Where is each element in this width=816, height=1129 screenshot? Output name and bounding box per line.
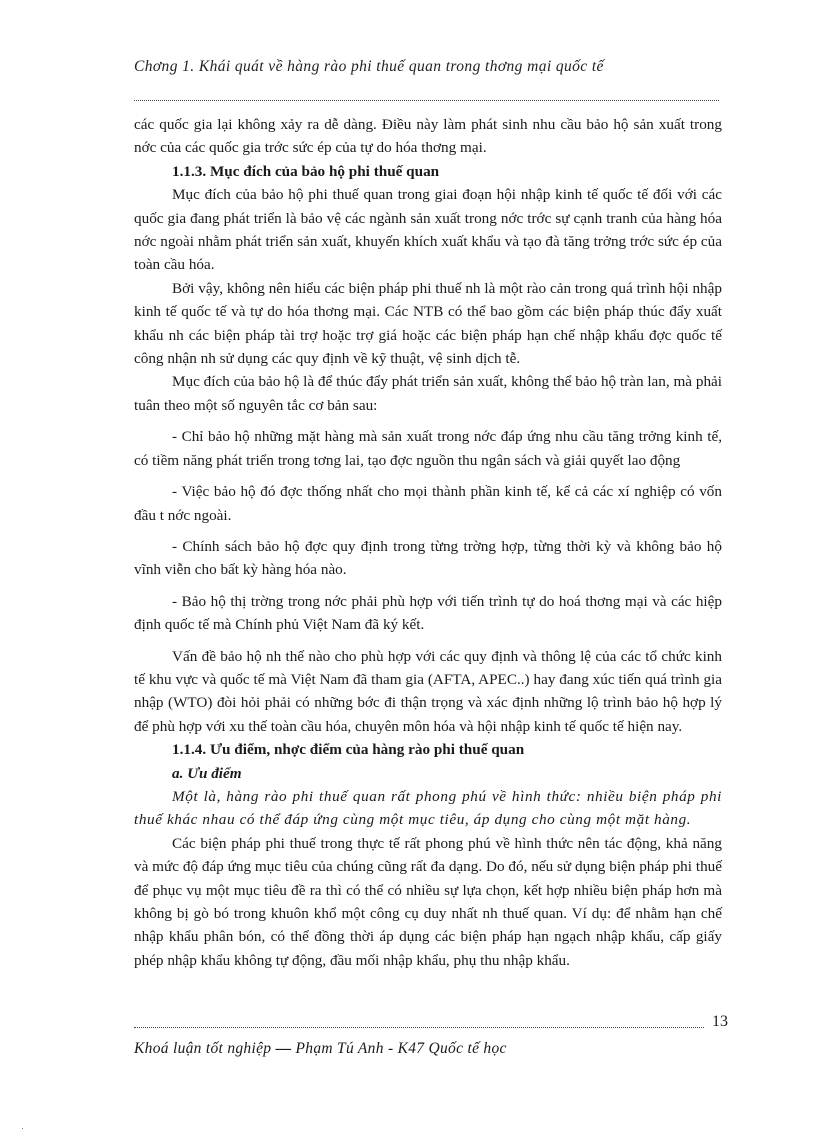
page-body: [134, 113, 722, 972]
paragraph-principles: Mục đích của bảo hộ là để thúc đẩy phát triển sản xuất, không thể bảo hộ tràn lan, mà phải tuân theo một số nguyên tắc cơ bản sau:: [134, 373, 722, 414]
bullet-item-2: - Việc bảo hộ đó đợc thống nhất cho mọi thành phần kinh tế, kể cả các xí nghiệp có vốn đầu t nớc ngoài.: [134, 483, 722, 524]
paragraph-intro: các quốc gia lại không xảy ra dễ dàng. Điều này làm phát sinh nhu cầu bảo hộ sản xuất trong nớc của các quốc gia trớc sức ép của tự do hóa thơng mại.: [134, 116, 722, 157]
section-heading-1-1-3: 1.1.3. Mục đích của bảo hộ phi thuế quan: [172, 162, 440, 180]
paragraph-first-advantage: Một là, hàng rào phi thuế quan rất phong phú về hình thức: nhiều biện pháp phi thuế khác nhau có thể đáp ứng cùng một mục tiêu, áp dụng cho cùng một mặt hàng.: [134, 787, 722, 829]
running-header: Chơng 1. Khái quát về hàng rào phi thuế quan trong thơng mại quốc tế: [134, 58, 604, 75]
page-number: 13: [712, 1013, 728, 1030]
section-heading-1-1-4: 1.1.4. Ưu điểm, nhợc điểm của hàng rào phi thuế quan: [172, 741, 525, 759]
header-divider: [134, 100, 719, 101]
paragraph-protection-issue: Vấn đề bảo hộ nh thế nào cho phù hợp với các quy định và thông lệ của các tổ chức kinh tế khu vực và quốc tế mà Việt Nam đã tham gia (AFTA, APEC..) hay đang xúc tiến quá trình gia nhập (WTO) đòi hỏi phải có những bớc đi thận trọng và xác định những lộ trình bảo hộ hợp lý để phù hợp với xu thế toàn cầu hóa, chuyên môn hóa và hội nhập kinh tế quốc tế hiện nay.: [134, 647, 722, 735]
footer-divider: [134, 1027, 704, 1028]
bullet-item-1: - Chỉ bảo hộ những mặt hàng mà sản xuất trong nớc đáp ứng nhu cầu tăng trởng kinh tế, có tiềm năng phát triển trong tơng lai, tạo đợc nguồn thu ngân sách và giải quyết lao động: [134, 428, 722, 469]
footer-dash: —: [275, 1040, 292, 1057]
subheading-advantages: a. Ưu điểm: [172, 764, 242, 782]
paragraph-ntb: Bởi vậy, không nên hiểu các biện pháp phi thuế nh là một rào cản trong quá trình hội nhập kinh tế quốc tế và tự do hóa thơng mại. Các NTB có thể bao gồm các biện pháp thúc đẩy xuất khẩu nh các biện pháp tài trợ hoặc trợ giá hoặc các biện pháp hạn chế nhập khẩu đợc quốc tế công nhận nh sử dụng các quy định về kỹ thuật, vệ sinh dịch tễ.: [134, 279, 722, 368]
paragraph-purpose: Mục đích của bảo hộ phi thuế quan trong giai đoạn hội nhập kinh tế quốc tế đối với các quốc gia đang phát triển là bảo vệ các ngành sản xuất trong nớc trớc sự cạnh tranh của hàng hóa nớc ngoài nhằm phát triển sản xuất, khuyến khích xuất khẩu và tạo đà tăng trởng trớc sức ép của toàn cầu hóa.: [134, 186, 722, 274]
paragraph-non-tariff-forms: Các biện pháp phi thuế trong thực tế rất phong phú về hình thức nên tác động, khả năng và mức độ đáp ứng mục tiêu của chúng cũng rất đa dạng. Do đó, nếu sử dụng biện pháp phi thuế để phục vụ một mục tiêu đề ra thì có thể có nhiều sự lựa chọn, kết hợp nhiều biện pháp hơn mà không bị gò bó trong khuôn khổ một công cụ duy nhất nh thuế quan. Ví dụ: để nhằm hạn chế nhập khẩu phân bón, có thể đồng thời áp dụng các biện pháp hạn ngạch nhập khẩu, cấp giấy phép nhập khẩu không tự động, đầu mối nhập khẩu, phụ thu nhập khẩu.: [134, 834, 722, 969]
footer-thesis-label: Khoá luận tốt nghiệp: [134, 1040, 272, 1057]
running-footer: [134, 1040, 507, 1058]
bullet-item-3: - Chính sách bảo hộ đợc quy định trong từng trờng hợp, từng thời kỳ và không bảo hộ vĩnh viễn cho bất kỳ hàng hóa nào.: [134, 537, 722, 579]
bullet-item-4: - Bảo hộ thị trờng trong nớc phải phù hợp với tiến trình tự do hoá thơng mại và các hiệp định quốc tế mà Chính phủ Việt Nam đã ký kết.: [134, 592, 722, 634]
footer-author: Phạm Tú Anh - K47 Quốc tế học: [295, 1040, 507, 1057]
